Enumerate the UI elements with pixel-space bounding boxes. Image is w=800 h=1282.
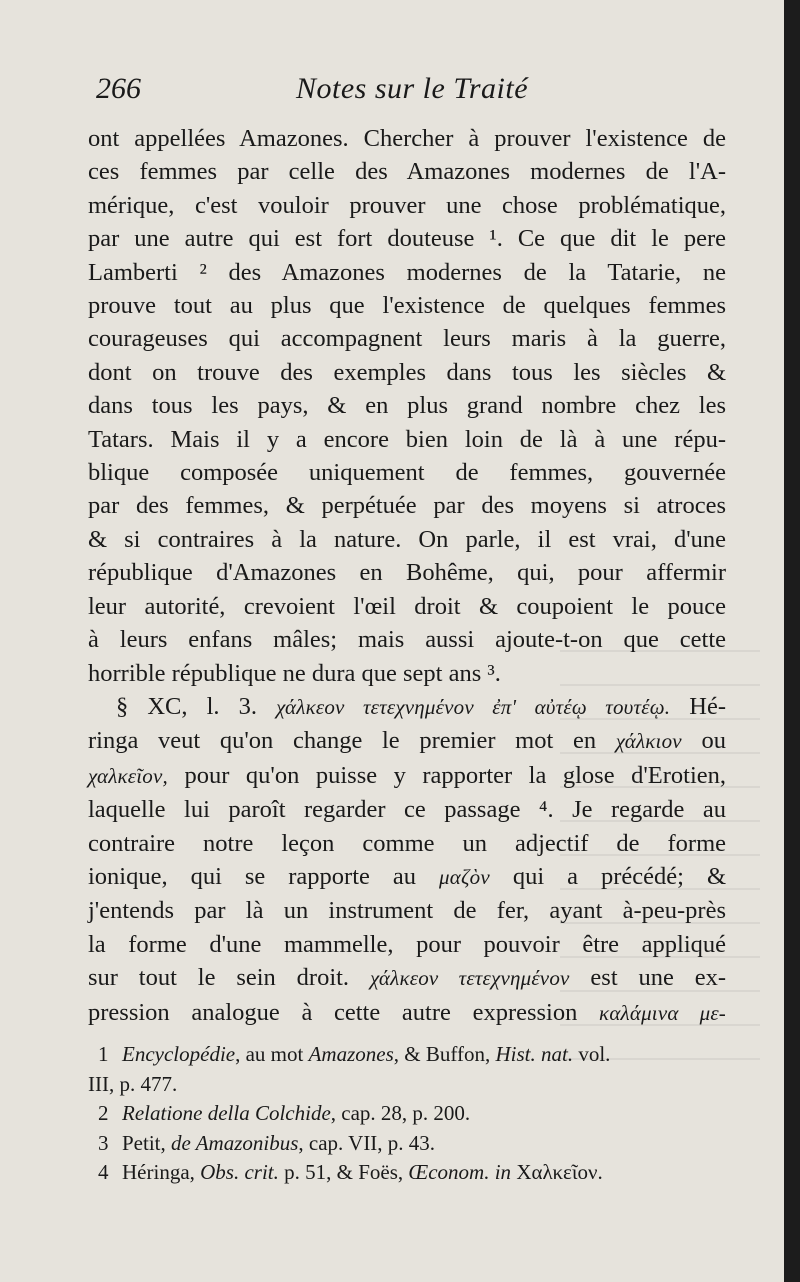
- footnote-number: 3: [98, 1130, 109, 1155]
- text-fragment: ringa veut qu'on change le premier mot en: [88, 727, 597, 755]
- body-text: [88, 122, 726, 1030]
- greek-quote: χάλκεον τετεχνημένον: [369, 966, 570, 991]
- text-line: dans tous les pays, & en plus grand nombre chez les: [88, 392, 726, 420]
- footnote-title: Obs. crit.: [200, 1160, 279, 1184]
- text-fragment: sur tout le sein droit.: [88, 964, 350, 992]
- footnote-title: Encyclopédie: [122, 1042, 236, 1066]
- paragraph-line: [88, 860, 726, 894]
- text-line: horrible république ne dura que sept ans ³.: [88, 659, 501, 687]
- footnote-text: Petit,: [122, 1130, 172, 1155]
- paragraph-line: j'entends par là un instrument de fer, ayant à-peu-près: [88, 897, 726, 925]
- footnote-number: 2: [98, 1101, 109, 1125]
- paragraph-line: laquelle lui paroît regarder ce passage ⁴. Je regarde au: [88, 796, 726, 824]
- paragraph-line: [88, 759, 726, 793]
- footnote-text: , cap. 28, p. 200.: [330, 1101, 471, 1125]
- footnote-text: Héringa,: [122, 1160, 201, 1184]
- footnote-title: Hist. nat.: [495, 1042, 574, 1066]
- footnote-4: [88, 1158, 728, 1188]
- footnote-title: de Amazonibus: [171, 1130, 299, 1155]
- running-head: Notes sur le Traité: [296, 72, 529, 105]
- text-line: par une autre qui est fort douteuse ¹. Ce que dit le pere: [88, 225, 726, 253]
- page-header: [96, 72, 716, 112]
- text-line: & si contraires à la nature. On parle, il est vrai, d'une: [88, 525, 726, 553]
- footnote-text: , au mot: [235, 1042, 309, 1066]
- text-fragment: ionique, qui se rapporte au: [88, 862, 416, 890]
- footnote-2: [88, 1099, 728, 1129]
- footnote-text: III, p. 477.: [88, 1071, 178, 1096]
- text-line: courageuses qui accompagnent leurs maris à la guerre,: [88, 325, 726, 353]
- paragraph-line: [88, 724, 726, 758]
- paragraph-line: contraire notre leçon comme un adjectif de forme: [88, 829, 726, 857]
- greek-word: μαζὸν: [438, 864, 490, 889]
- footnote-text: p. 51, & Foës,: [278, 1160, 409, 1184]
- footnote-title: Relatione della Colchide: [122, 1101, 331, 1125]
- greek-quote: χάλκεον τετεχνημένον ἐπ' αὐτέῳ τουτέῳ.: [276, 694, 671, 719]
- text-line: ces femmes par celle des Amazones modernes de l'A-: [88, 158, 726, 186]
- footnote-text: , & Buffon,: [393, 1042, 496, 1066]
- footnote-title: Amazones: [308, 1042, 394, 1066]
- text-line: blique composée uniquement de femmes, gouvernée: [88, 459, 726, 487]
- footnotes: [88, 1040, 728, 1188]
- text-fragment: est une ex-: [590, 964, 727, 992]
- paragraph-line: [88, 690, 726, 724]
- footnote-number: 1: [98, 1042, 109, 1066]
- footnote-1: [88, 1040, 728, 1070]
- footnote-text: Χαλκεῖον.: [511, 1160, 603, 1184]
- text-line: à leurs enfans mâles; mais aussi ajoute-t-on que cette: [88, 626, 726, 654]
- text-line: prouve tout au plus que l'existence de quelques femmes: [88, 292, 726, 320]
- text-line: leur autorité, crevoient l'œil droit & coupoient le pouce: [88, 592, 726, 620]
- paragraph-line: [88, 961, 726, 995]
- text-line: ont appellées Amazones. Chercher à prouver l'existence de: [88, 125, 726, 152]
- page-number: 266: [96, 72, 141, 105]
- text-line: par des femmes, & perpétuée par des moyens si atroces: [88, 492, 726, 520]
- paragraph-line: [88, 996, 726, 1030]
- footnote-text: vol.: [573, 1042, 611, 1066]
- greek-word: χάλκιον: [615, 729, 682, 754]
- section-ref: § XC, l. 3.: [116, 692, 257, 720]
- footnote-3: [88, 1129, 728, 1159]
- greek-word: καλάμινα με-: [599, 1000, 727, 1025]
- text-line: république d'Amazones en Bohême, qui, pour affermir: [88, 559, 726, 587]
- text-fragment: pour qu'on puisse y rapporter la glose d'Erotien,: [184, 761, 726, 789]
- footnote-text: , cap. VII, p. 43.: [298, 1130, 436, 1155]
- text-line: mérique, c'est vouloir prouver une chose problématique,: [88, 191, 726, 219]
- footnote-title: Œconom. in: [408, 1160, 512, 1184]
- text-fragment: pression analogue à cette autre expression: [88, 998, 578, 1026]
- text-fragment: ou: [701, 727, 726, 755]
- footnote-1-cont: [88, 1070, 728, 1100]
- footnote-number: 4: [98, 1160, 109, 1184]
- text-line: dont on trouve des exemples dans tous les siècles &: [88, 358, 726, 386]
- text-fragment: Hé-: [689, 692, 727, 720]
- text-line: Lamberti ² des Amazones modernes de la Tatarie, ne: [88, 258, 726, 286]
- paragraph-line: la forme d'une mammelle, pour pouvoir être appliqué: [88, 930, 726, 958]
- text-fragment: qui a précédé; &: [512, 862, 727, 890]
- text-line: Tatars. Mais il y a encore bien loin de là à une répu-: [88, 425, 726, 453]
- greek-word: χαλκεῖον,: [88, 763, 168, 788]
